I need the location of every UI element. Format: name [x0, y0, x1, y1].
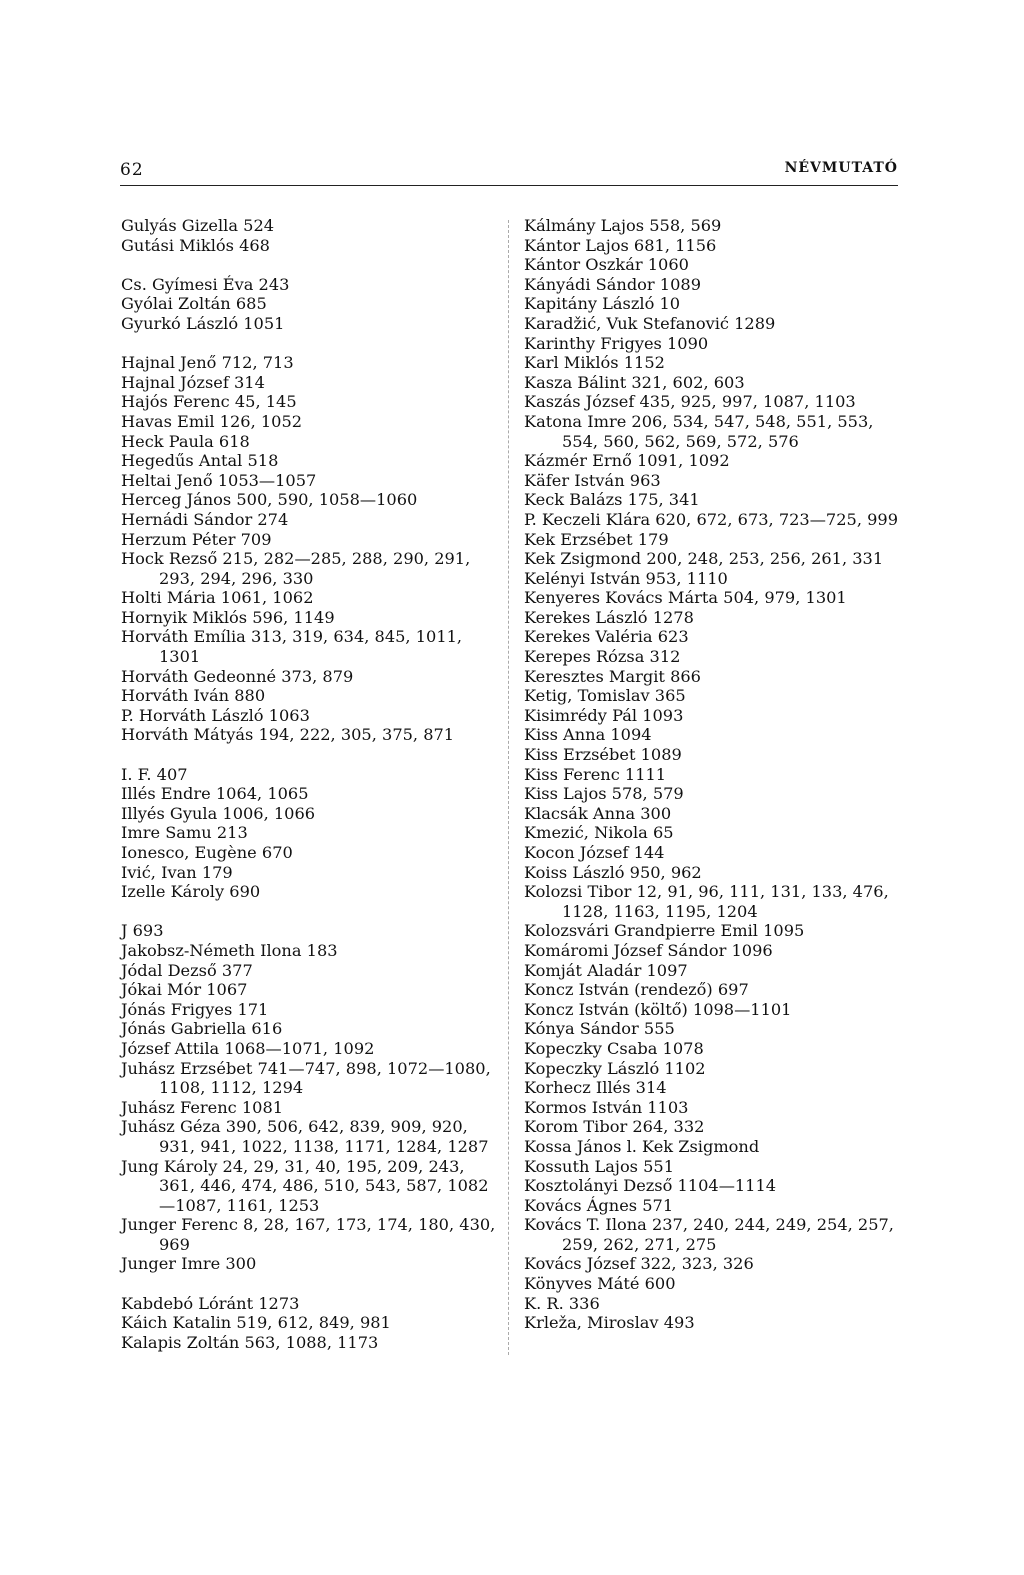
index-entry: Izelle Károly 690 — [121, 882, 261, 902]
index-entry: I. F. 407 — [121, 764, 188, 784]
index-entry: Hajnal Jenő 712, 713 — [121, 353, 294, 373]
index-entry: Cs. Gyímesi Éva 243 — [121, 274, 290, 294]
index-entry: Havas Emil 126, 1052 — [121, 411, 303, 431]
index-entry: Hernádi Sándor 274 — [121, 509, 289, 529]
index-entry: Junger Imre 300 — [121, 1254, 257, 1274]
index-entry: Karinthy Frigyes 1090 — [524, 333, 709, 353]
index-entry: Kónya Sándor 555 — [524, 1019, 675, 1039]
index-entry: Herzum Péter 709 — [121, 529, 272, 549]
index-entry: Ivić, Ivan 179 — [121, 862, 233, 882]
index-entry: Komját Aladár 1097 — [524, 960, 688, 980]
index-entry: Gulyás Gizella 524 — [121, 216, 275, 235]
index-entry: Juhász Ferenc 1081 — [121, 1097, 284, 1117]
page-number: 62 — [120, 160, 144, 180]
index-entry: Kántor Lajos 681, 1156 — [524, 235, 717, 255]
header-rule — [120, 185, 898, 186]
index-entry: Kaszás József 435, 925, 997, 1087, 1103 — [524, 392, 856, 412]
index-entry: P. Horváth László 1063 — [121, 705, 310, 725]
index-entry: J 693 — [121, 921, 164, 941]
index-entry: Kerekes László 1278 — [524, 607, 694, 627]
index-entry: Jakobsz-Németh Ilona 183 — [121, 940, 338, 960]
index-entry: Kocon József 144 — [524, 843, 665, 862]
index-entry: Kelényi István 953, 1110 — [524, 568, 728, 588]
index-entry: Kasza Bálint 321, 602, 603 — [524, 372, 745, 392]
index-entry: Könyves Máté 600 — [524, 1274, 676, 1294]
index-entry: Kosztolányi Dezső 1104—1114 — [524, 1176, 777, 1196]
index-entry: Kiss Ferenc 1111 — [524, 764, 667, 784]
index-entry: Gyurkó László 1051 — [121, 313, 285, 333]
index-entry: Koncz István (költő) 1098—1101 — [524, 999, 792, 1019]
index-column-right — [524, 216, 904, 1333]
index-entry: Ketig, Tomislav 365 — [524, 686, 686, 706]
index-entry: Heltai Jenő 1053—1057 — [121, 470, 317, 490]
index-entry: Kek Zsigmond 200, 248, 253, 256, 261, 331 — [524, 549, 884, 569]
index-entry: Kossa János l. Kek Zsigmond — [524, 1136, 760, 1156]
index-entry: Kopeczky László 1102 — [524, 1058, 706, 1078]
index-entry: József Attila 1068—1071, 1092 — [121, 1038, 375, 1058]
index-column-left — [121, 216, 501, 1352]
index-entry: Kántor Oszkár 1060 — [524, 255, 689, 275]
index-entry: Jónás Frigyes 171 — [121, 999, 269, 1019]
page-header — [120, 160, 898, 186]
index-entry: Holti Mária 1061, 1062 — [121, 588, 314, 608]
index-entry: Horváth Emília 313, 319, 634, 845, 1011, 1301 — [121, 627, 463, 667]
index-entry: Káich Katalin 519, 612, 849, 981 — [121, 1313, 391, 1333]
index-entry: Gyólai Zoltán 685 — [121, 294, 267, 314]
index-entry: Koiss László 950, 962 — [524, 862, 702, 882]
index-entry: Kenyeres Kovács Márta 504, 979, 1301 — [524, 588, 847, 608]
index-entry: Klacsák Anna 300 — [524, 803, 672, 823]
index-entry: Jódal Dezső 377 — [121, 960, 253, 980]
index-entry: Kmezić, Nikola 65 — [524, 823, 674, 843]
index-entry: Hock Rezső 215, 282—285, 288, 290, 291, 293, 294, 296, 330 — [121, 549, 471, 588]
index-entry: Jung Károly 24, 29, 31, 40, 195, 209, 243, 361, 446, 474, 486, 510, 543, 587, 1082—1087, 1161, 1253 — [121, 1156, 489, 1215]
index-entry: Kázmér Ernő 1091, 1092 — [524, 451, 730, 471]
index-entry: Kopeczky Csaba 1078 — [524, 1038, 704, 1058]
index-entry: Kiss Lajos 578, 579 — [524, 784, 684, 804]
index-entry: Kálmány Lajos 558, 569 — [524, 216, 722, 235]
index-entry: K. R. 336 — [524, 1293, 600, 1313]
index-entry: Imre Samu 213 — [121, 823, 248, 843]
index-entry: Gutási Miklós 468 — [121, 235, 270, 255]
index-entry: Kapitány László 10 — [524, 294, 681, 314]
section-gap — [121, 902, 501, 922]
index-entry: Jókai Mór 1067 — [121, 980, 248, 1000]
column-divider — [508, 220, 510, 1355]
index-entry: Komáromi József Sándor 1096 — [524, 940, 773, 960]
index-entry: Krleža, Miroslav 493 — [524, 1313, 695, 1333]
index-entry: Kalapis Zoltán 563, 1088, 1173 — [121, 1332, 379, 1352]
index-entry: Kolozsi Tibor 12, 91, 96, 111, 131, 133, 476, 1128, 1163, 1195, 1204 — [524, 882, 889, 921]
index-entry: Keck Balázs 175, 341 — [524, 490, 700, 510]
index-entry: Kossuth Lajos 551 — [524, 1156, 675, 1176]
index-entry: Horváth Iván 880 — [121, 686, 266, 706]
index-entry: Heck Paula 618 — [121, 431, 250, 451]
index-entry: Illés Endre 1064, 1065 — [121, 784, 309, 804]
index-entry: Kiss Anna 1094 — [524, 725, 652, 745]
index-entry: Koncz István (rendező) 697 — [524, 980, 749, 1000]
index-entry: Kerepes Rózsa 312 — [524, 647, 681, 667]
index-entry: Kek Erzsébet 179 — [524, 529, 669, 549]
section-gap — [121, 1274, 501, 1294]
section-gap — [121, 745, 501, 765]
index-entry: Kormos István 1103 — [524, 1097, 689, 1117]
index-entry: Korhecz Illés 314 — [524, 1078, 667, 1098]
index-entry: Käfer István 963 — [524, 470, 661, 490]
index-entry: Kovács József 322, 323, 326 — [524, 1254, 754, 1274]
index-entry: Kányádi Sándor 1089 — [524, 274, 702, 294]
section-gap — [121, 334, 501, 354]
index-entry: Kisimrédy Pál 1093 — [524, 705, 684, 725]
index-entry: Juhász Erzsébet 741—747, 898, 1072—1080, 1108, 1112, 1294 — [121, 1058, 491, 1098]
index-entry: Juhász Géza 390, 506, 642, 839, 909, 920, 931, 941, 1022, 1138, 1171, 1284, 1287 — [121, 1117, 489, 1156]
index-entry: Kolozsvári Grandpierre Emil 1095 — [524, 921, 805, 941]
index-entry: Illyés Gyula 1006, 1066 — [121, 803, 316, 823]
index-entry: Hajnal József 314 — [121, 372, 265, 392]
index-entry: Horváth Mátyás 194, 222, 305, 375, 871 — [121, 725, 455, 745]
index-entry: Kerekes Valéria 623 — [524, 627, 689, 647]
index-entry: Kiss Erzsébet 1089 — [524, 745, 682, 765]
index-entry: Karadžić, Vuk Stefanović 1289 — [524, 313, 776, 333]
running-title: NÉVMUTATÓ — [784, 160, 898, 176]
index-entry: Herceg János 500, 590, 1058—1060 — [121, 490, 418, 510]
index-entry: Kovács Ágnes 571 — [524, 1195, 674, 1215]
index-entry: Keresztes Margit 866 — [524, 666, 701, 686]
index-entry: Katona Imre 206, 534, 547, 548, 551, 553, 554, 560, 562, 569, 572, 576 — [524, 411, 874, 451]
index-entry: P. Keczeli Klára 620, 672, 673, 723—725, 999 — [524, 509, 899, 529]
index-entry: Karl Miklós 1152 — [524, 353, 665, 373]
index-entry: Hegedűs Antal 518 — [121, 451, 279, 471]
index-entry: Kovács T. Ilona 237, 240, 244, 249, 254, 257, 259, 262, 271, 275 — [524, 1215, 894, 1254]
index-entry: Junger Ferenc 8, 28, 167, 173, 174, 180, 430, 969 — [121, 1215, 496, 1254]
index-entry: Kabdebó Lóránt 1273 — [121, 1293, 300, 1313]
index-entry: Hajós Ferenc 45, 145 — [121, 392, 297, 412]
index-entry: Korom Tibor 264, 332 — [524, 1117, 705, 1137]
section-gap — [121, 255, 501, 275]
index-entry: Horváth Gedeonné 373, 879 — [121, 666, 354, 686]
index-entry: Hornyik Miklós 596, 1149 — [121, 607, 335, 627]
index-entry: Ionesco, Eugène 670 — [121, 843, 293, 862]
index-entry: Jónás Gabriella 616 — [121, 1019, 283, 1039]
